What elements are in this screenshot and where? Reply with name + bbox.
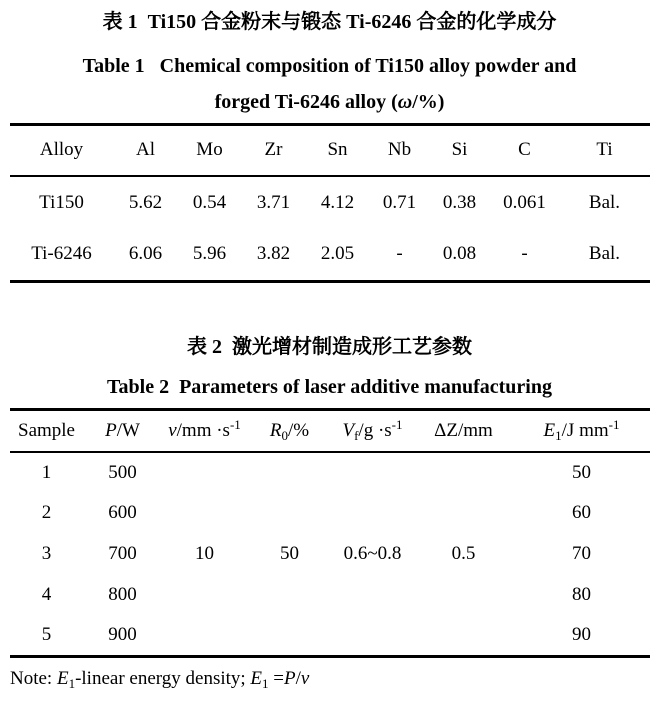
table1-cell: 6.06 — [128, 243, 163, 265]
table1-row-ti150 — [10, 176, 650, 229]
header-exponent: -1 — [608, 416, 620, 432]
header-unit: /mm ·s — [176, 419, 230, 441]
table1-row-ti6246 — [10, 229, 650, 282]
header-variable: R — [269, 419, 282, 441]
header-subscript: 1 — [555, 427, 562, 443]
table2-cell-sample: 1 — [41, 461, 52, 483]
table2-cell-sample: 5 — [41, 624, 52, 646]
table2-cell-energy: 80 — [572, 584, 591, 605]
table2-merged-scan-speed: 10 — [195, 542, 214, 564]
table1-header-row — [10, 125, 650, 176]
table1-cell: Bal. — [588, 191, 621, 213]
table1-cell: 5.96 — [192, 243, 227, 265]
table2-cell-power: 700 — [108, 543, 137, 564]
table2-cell-sample: 4 — [41, 584, 52, 605]
power-symbol: P — [284, 668, 296, 689]
header-unit: /% — [288, 419, 310, 441]
table1-cell: 0.54 — [192, 191, 227, 213]
table2-cell-power: 800 — [108, 584, 137, 605]
speed-symbol: v — [300, 668, 310, 689]
table1-cell: 0.71 — [382, 191, 417, 213]
table2-cell-power: 900 — [108, 624, 137, 646]
table2-title-english: Table 2 Parameters of laser additive manufacturing — [107, 376, 552, 398]
table2-cell-sample: 2 — [41, 502, 52, 523]
table1-cell: 3.82 — [256, 243, 291, 265]
table1-header-zr: Zr — [264, 139, 283, 161]
table2-header-row — [10, 410, 650, 452]
table2-cell-power: 600 — [108, 502, 137, 523]
header-variable: E — [543, 419, 556, 441]
table2-header-z-increment — [414, 410, 514, 452]
header-exponent: -1 — [229, 416, 241, 432]
energy-symbol: E — [56, 668, 69, 689]
table1-header-mo: Mo — [196, 139, 223, 161]
omega-symbol: ω — [397, 91, 413, 113]
table1-header-sn: Sn — [327, 139, 348, 161]
table1-title-english-line2 — [0, 88, 659, 116]
header-text: ΔZ — [434, 419, 458, 441]
table1-cell: 4.12 — [320, 191, 355, 213]
header-unit: /W — [116, 419, 140, 441]
header-unit: /g ·s — [358, 419, 392, 441]
table1-title-english-line1: Table 1 Chemical composition of Ti150 alloy powder and — [82, 55, 577, 77]
note-text: -linear energy density; — [75, 668, 251, 689]
table2-header-scan-speed — [162, 410, 248, 452]
header-exponent: -1 — [391, 416, 403, 432]
table1-header-ti: Ti — [596, 139, 613, 161]
table2-title-chinese: 表 2 激光增材制造成形工艺参数 — [187, 336, 472, 358]
note-text: / — [295, 668, 301, 689]
table1-cell: 0.061 — [503, 191, 546, 213]
table1-header-nb: Nb — [387, 139, 412, 161]
table1-cell: 3.71 — [256, 191, 291, 213]
table1-cell: - — [396, 243, 403, 265]
energy-symbol: E — [250, 668, 263, 689]
table2-merged-powder-feed: 0.6~0.8 — [343, 542, 402, 564]
table2-row-1 — [10, 452, 650, 493]
table2-cell-energy: 90 — [572, 624, 591, 646]
table1-cell: Ti-6246 — [31, 243, 92, 265]
header-text: Sample — [18, 419, 75, 441]
title-text: forged Ti-6246 alloy ( — [214, 91, 398, 113]
table1-cell: 2.05 — [320, 243, 355, 265]
table2-merged-z-increment: 0.5 — [451, 542, 476, 564]
note-text: Note: — [10, 668, 57, 689]
table2-process-parameters — [10, 408, 650, 658]
header-subscript: 0 — [281, 427, 288, 443]
table1-header-c: C — [518, 139, 531, 161]
header-variable: v — [168, 419, 177, 441]
energy-subscript: 1 — [262, 676, 269, 691]
title-text: /%) — [412, 91, 445, 113]
table1-cell: Bal. — [588, 243, 621, 265]
table2-header-powder-feed — [332, 410, 414, 452]
table1-header-alloy: Alloy — [39, 139, 84, 161]
table1-cell: 5.62 — [128, 191, 163, 213]
note-text: = — [268, 668, 284, 689]
table2-cell-energy: 60 — [572, 502, 591, 523]
table1-cell: 0.08 — [442, 243, 477, 265]
header-variable: V — [342, 419, 355, 441]
header-unit: /mm — [457, 419, 493, 441]
table2-header-laser-power — [84, 410, 162, 452]
table2-cell-power: 500 — [108, 461, 137, 483]
table2-cell-sample: 3 — [41, 543, 52, 564]
header-unit: /J mm — [561, 419, 609, 441]
table1-title-chinese: 表 1 Ti150 合金粉末与锻态 Ti-6246 合金的化学成分 — [102, 11, 557, 33]
table1-cell: - — [521, 243, 528, 265]
table2-header-sample — [10, 410, 84, 452]
table1-chemical-composition — [10, 123, 650, 283]
table1-header-al: Al — [136, 139, 155, 161]
header-subscript: f — [354, 427, 359, 443]
table2-header-overlap-ratio — [248, 410, 332, 452]
table1-cell: 0.38 — [442, 191, 477, 213]
table2-footnote — [10, 666, 659, 692]
table2-cell-energy: 50 — [572, 461, 591, 483]
energy-subscript: 1 — [68, 676, 76, 691]
table1-cell: Ti150 — [39, 191, 84, 213]
table1-header-si: Si — [451, 139, 468, 161]
table2-header-linear-energy — [514, 410, 650, 452]
table2-cell-energy: 70 — [572, 543, 591, 564]
table2-merged-overlap-ratio: 50 — [280, 542, 299, 564]
header-variable: P — [105, 419, 117, 441]
